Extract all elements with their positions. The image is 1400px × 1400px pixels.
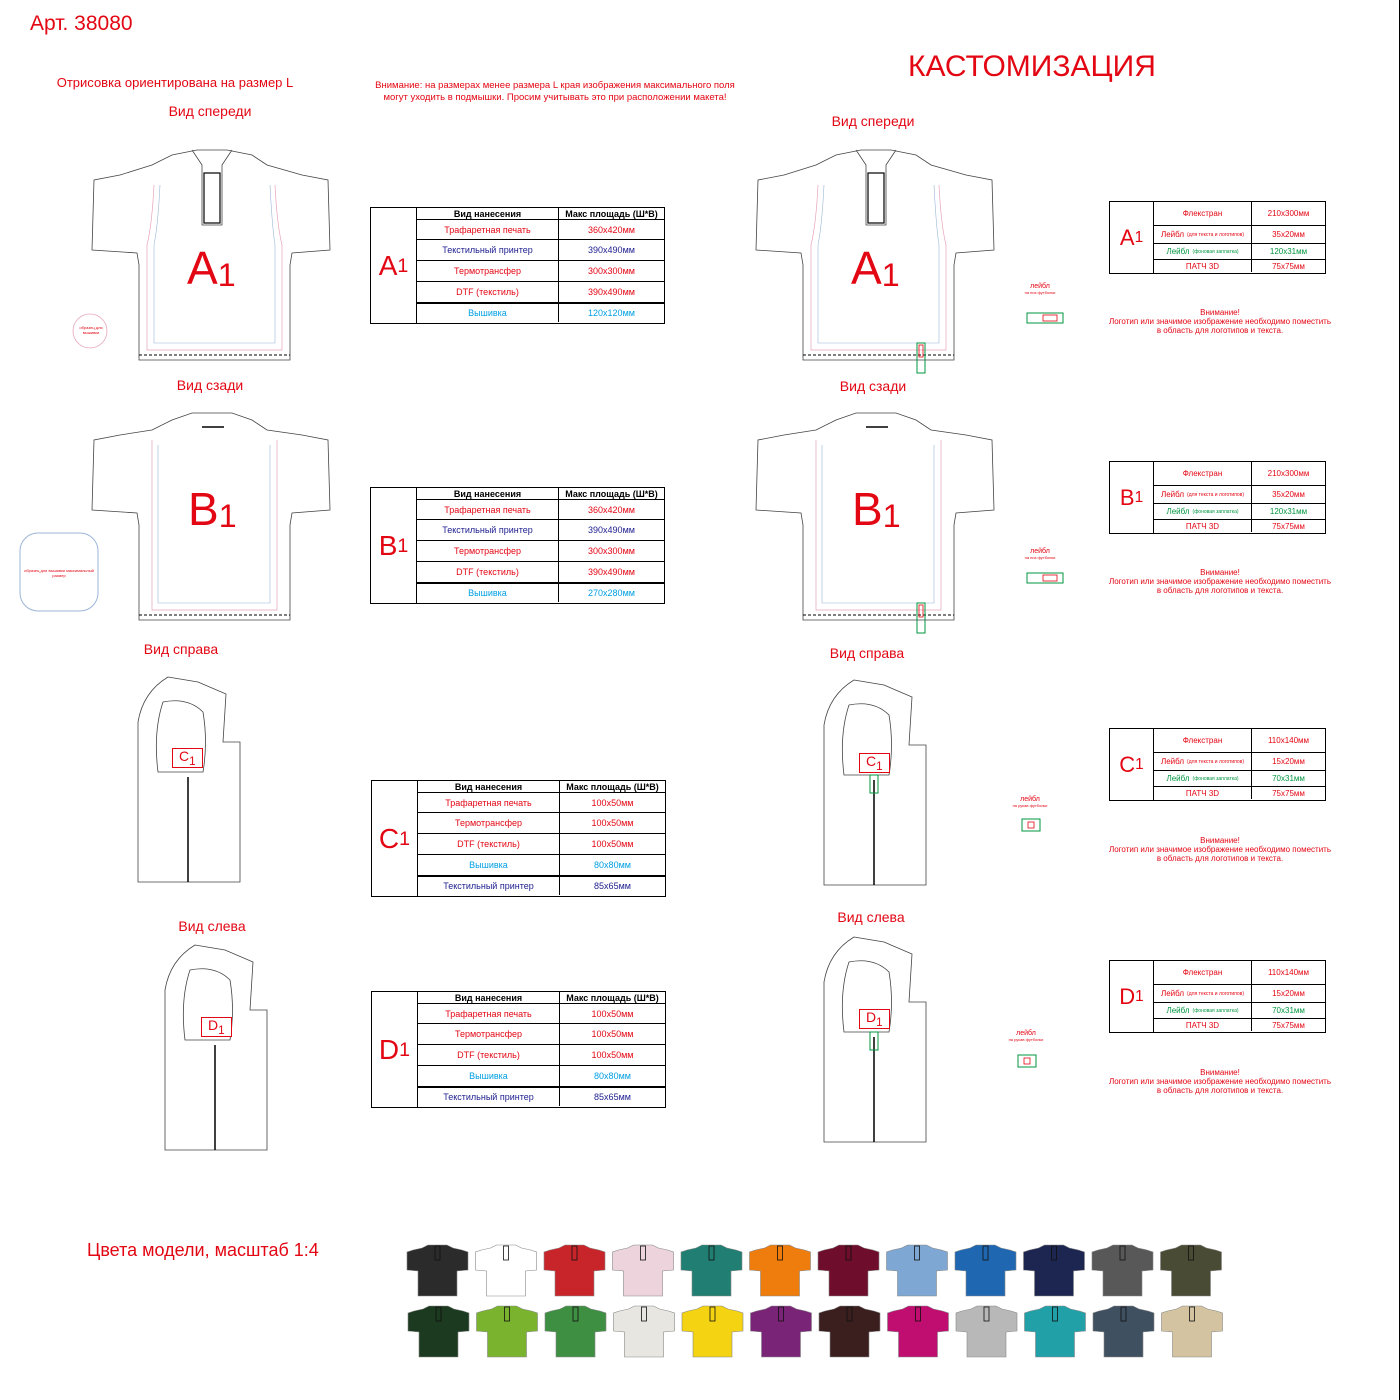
custom-method-name: Флекстран xyxy=(1182,736,1223,745)
header-area: Макс площадь (Ш*В) xyxy=(565,208,658,219)
method-area: 360x420мм xyxy=(588,224,635,235)
custom-row xyxy=(1154,202,1325,225)
custom-method-name: Лейбл xyxy=(1166,247,1190,256)
custom-method xyxy=(1154,729,1252,752)
method-name: Трафаретная печать xyxy=(418,793,560,812)
custom-area: 120x31мм xyxy=(1269,247,1308,256)
method-name: Термотрансфер xyxy=(418,1024,560,1044)
custom-area: 110x140мм xyxy=(1267,968,1310,977)
view-title-right: Вид справа xyxy=(143,641,219,657)
custom-table-zone xyxy=(1110,462,1154,533)
method-table-header xyxy=(417,208,664,219)
custom-row xyxy=(1154,243,1325,259)
label-subtitle: на низ футболки xyxy=(1024,290,1056,295)
zone-letter: D xyxy=(1119,983,1136,1009)
custom-method-name: Лейбл xyxy=(1160,230,1185,239)
method-row xyxy=(417,239,664,260)
custom-method xyxy=(1154,462,1252,485)
method-row xyxy=(418,1003,665,1023)
custom-area: 120x31мм xyxy=(1269,507,1308,516)
method-area: 85x65мм xyxy=(594,881,631,891)
label-note-c xyxy=(1000,796,1060,808)
method-area: 80x80мм xyxy=(594,1071,631,1081)
warning-line: в область для логотипов и текста. xyxy=(1156,326,1284,336)
custom-row xyxy=(1154,519,1325,532)
custom-table-zone xyxy=(1110,202,1154,273)
custom-area: 70x31мм xyxy=(1272,1006,1305,1015)
warning-line: Логотип или значимое изображение необходимо поместить xyxy=(1108,317,1331,327)
warning-line: Внимание! xyxy=(1200,568,1240,577)
method-row xyxy=(417,499,664,519)
custom-method xyxy=(1154,226,1252,243)
method-name: Вышивка xyxy=(417,584,559,602)
color-swatch[interactable] xyxy=(408,1306,469,1357)
method-row xyxy=(417,582,664,602)
custom-area: 35x20мм xyxy=(1272,230,1305,239)
color-swatch[interactable] xyxy=(750,1245,811,1296)
zone-index: 1 xyxy=(399,827,411,850)
custom-method xyxy=(1154,1019,1252,1031)
front-sample-label: образец для вышивки xyxy=(79,325,103,335)
custom-table-zone xyxy=(1110,729,1154,800)
method-name: Вышивка xyxy=(418,855,560,875)
method-name: Трафаретная печать xyxy=(417,220,559,239)
custom-area: 15x20мм xyxy=(1272,757,1305,766)
warning-line: в область для логотипов и текста. xyxy=(1156,586,1284,596)
method-area: 100x50мм xyxy=(591,1008,634,1019)
color-swatch[interactable] xyxy=(407,1245,468,1296)
custom-method xyxy=(1154,504,1252,519)
method-area: 300x300мм xyxy=(588,546,635,556)
back-sample-label: образец для вышивки максимальный размер xyxy=(24,568,94,578)
custom-area: 15x20мм xyxy=(1272,989,1305,998)
method-area: 270x280мм xyxy=(588,588,635,598)
zone-letter: A xyxy=(378,249,398,281)
custom-row xyxy=(1154,770,1325,786)
custom-method-note: (для текста и логотипов) xyxy=(1187,990,1245,997)
view-title-back: Вид сзади xyxy=(176,377,244,393)
colors-title: Цвета модели, масштаб 1:4 xyxy=(87,1240,319,1260)
custom-method-note: (фоновая заплатка) xyxy=(1192,508,1239,515)
custom-view-title-right: Вид справа xyxy=(829,645,905,661)
custom-area: 110x140мм xyxy=(1267,736,1310,745)
method-row xyxy=(418,812,665,833)
method-area: 390x490мм xyxy=(588,567,635,577)
zone-b-left xyxy=(188,483,237,535)
zone-letter: A xyxy=(851,242,882,294)
custom-method-note: (для текста и логотипов) xyxy=(1187,491,1245,498)
custom-method-name: Флекстран xyxy=(1182,209,1223,218)
custom-warning-a xyxy=(1100,308,1340,336)
method-row xyxy=(418,1044,665,1065)
method-name: DTF (текстиль) xyxy=(418,1045,560,1065)
warning-line: Внимание! xyxy=(1200,1068,1240,1077)
method-table-zone xyxy=(371,488,417,603)
warning-line: в область для логотипов и текста. xyxy=(1156,854,1284,864)
custom-area: 210x300мм xyxy=(1267,469,1310,478)
color-swatch[interactable] xyxy=(614,1306,675,1357)
method-area: 100x50мм xyxy=(591,839,634,849)
method-name: Текстильный принтер xyxy=(418,1088,560,1106)
color-swatches xyxy=(0,1235,1400,1400)
warning-line: Внимание! xyxy=(1200,836,1240,845)
custom-method-name: Флекстран xyxy=(1182,968,1223,977)
label-title: лейбл xyxy=(1016,1030,1036,1037)
zone-a-left xyxy=(187,242,236,294)
method-row xyxy=(418,792,665,812)
zone-index: 1 xyxy=(397,534,409,557)
zone-letter: C xyxy=(378,822,400,854)
method-row xyxy=(417,281,664,302)
custom-area: 70x31мм xyxy=(1272,774,1305,783)
custom-area: 35x20мм xyxy=(1272,490,1305,499)
custom-table-c xyxy=(1109,728,1326,801)
method-row xyxy=(418,854,665,875)
color-swatch[interactable] xyxy=(1093,1306,1154,1357)
method-table-zone xyxy=(372,992,418,1107)
header-area: Макс площадь (Ш*В) xyxy=(565,488,658,499)
custom-area: 75x75мм xyxy=(1272,261,1305,271)
method-name: DTF (текстиль) xyxy=(417,282,559,302)
custom-method xyxy=(1154,520,1252,532)
header-method: Вид нанесения xyxy=(417,208,559,219)
method-name: DTF (текстиль) xyxy=(417,562,559,582)
customization-title: КАСТОМИЗАЦИЯ xyxy=(908,50,1156,83)
custom-row xyxy=(1154,961,1325,984)
custom-method-name: Флекстран xyxy=(1182,469,1223,478)
zone-index: 1 xyxy=(1134,229,1144,247)
size-note: Отрисовка ориентирована на размер L xyxy=(56,75,294,90)
method-table-c xyxy=(371,780,666,897)
warning-line: в область для логотипов и текста. xyxy=(1156,1086,1284,1096)
custom-method xyxy=(1154,771,1252,786)
zone-index: 1 xyxy=(1135,756,1144,774)
zone-c-right xyxy=(859,753,890,773)
custom-row xyxy=(1154,752,1325,770)
label-subtitle: на низ футболки xyxy=(1024,555,1056,560)
zone-letter: A xyxy=(1119,224,1135,250)
custom-method xyxy=(1154,1003,1252,1018)
size-warning-line2: могут уходить в подмышки. Просим учитывать это при расположении макета! xyxy=(383,91,727,103)
method-row xyxy=(417,260,664,281)
custom-method-note: (фоновая заплатка) xyxy=(1192,1007,1239,1014)
zone-a-right xyxy=(851,242,900,294)
method-row xyxy=(418,875,665,895)
zone-index: 1 xyxy=(218,1023,225,1037)
method-row xyxy=(417,519,664,540)
custom-row xyxy=(1154,984,1325,1002)
zone-b-right xyxy=(852,483,901,535)
method-area: 100x50мм xyxy=(591,818,634,828)
label-subtitle: на рукав футболки xyxy=(1008,1037,1044,1042)
color-swatch[interactable] xyxy=(1162,1306,1223,1357)
custom-view-title-front: Вид спереди xyxy=(831,113,915,129)
custom-row xyxy=(1154,462,1325,485)
custom-method-note: (фоновая заплатка) xyxy=(1192,248,1239,255)
method-area: 100x50мм xyxy=(591,797,634,808)
header-method: Вид нанесения xyxy=(418,992,560,1003)
view-title-left: Вид слева xyxy=(178,918,246,934)
method-area: 85x65мм xyxy=(594,1092,631,1102)
zone-index: 1 xyxy=(876,759,883,773)
custom-method xyxy=(1154,961,1252,984)
method-area: 360x420мм xyxy=(588,504,635,515)
method-name: Трафаретная печать xyxy=(417,500,559,519)
zone-letter: C xyxy=(1119,751,1136,777)
zone-index: 1 xyxy=(881,256,900,293)
method-name: Текстильный принтер xyxy=(418,877,560,895)
custom-method-name: Лейбл xyxy=(1160,989,1185,998)
zone-index: 1 xyxy=(218,497,237,534)
zone-index: 1 xyxy=(1135,988,1144,1006)
method-table-zone xyxy=(371,208,417,323)
color-swatch[interactable] xyxy=(751,1306,812,1357)
article-number: Арт. 38080 xyxy=(30,12,133,35)
color-swatch[interactable] xyxy=(681,1245,742,1296)
zone-letter: D xyxy=(378,1033,400,1065)
custom-method-note: (для текста и логотипов) xyxy=(1187,231,1245,238)
method-name: Трафаретная печать xyxy=(418,1004,560,1023)
custom-view-title-back: Вид сзади xyxy=(839,378,907,394)
method-name: Вышивка xyxy=(417,304,559,322)
method-table-zone xyxy=(372,781,418,896)
method-area: 120x120мм xyxy=(588,308,635,318)
color-swatch[interactable] xyxy=(819,1306,880,1357)
method-table-header xyxy=(417,488,664,499)
method-table-a xyxy=(370,207,665,324)
custom-method xyxy=(1154,985,1252,1002)
zone-letter: B xyxy=(188,483,219,535)
method-name: Текстильный принтер xyxy=(417,240,559,260)
color-swatch[interactable] xyxy=(1025,1306,1086,1357)
method-table-header xyxy=(418,992,665,1003)
custom-method-name: Лейбл xyxy=(1166,507,1190,516)
zone-d-left xyxy=(201,1017,232,1037)
custom-row xyxy=(1154,786,1325,799)
custom-table-zone xyxy=(1110,961,1154,1032)
color-swatch[interactable] xyxy=(888,1306,949,1357)
warning-line: Логотип или значимое изображение необходимо поместить xyxy=(1108,577,1331,587)
custom-method-name: ПАТЧ 3D xyxy=(1185,521,1220,531)
color-swatch[interactable] xyxy=(956,1306,1017,1357)
custom-area: 75x75мм xyxy=(1272,788,1305,798)
method-name: Вышивка xyxy=(418,1066,560,1086)
method-area: 300x300мм xyxy=(588,266,635,276)
custom-method xyxy=(1154,753,1252,770)
label-title: лейбл xyxy=(1030,548,1050,555)
custom-area: 75x75мм xyxy=(1272,1020,1305,1030)
method-name: Текстильный принтер xyxy=(417,520,559,540)
method-name: Термотрансфер xyxy=(418,813,560,833)
custom-method-name: Лейбл xyxy=(1160,757,1185,766)
header-method: Вид нанесения xyxy=(418,781,560,792)
zone-d-right xyxy=(859,1009,890,1029)
color-swatch[interactable] xyxy=(955,1245,1016,1296)
zone-letter: A xyxy=(187,242,218,294)
label-note-a xyxy=(1010,283,1070,295)
header-method: Вид нанесения xyxy=(417,488,559,499)
zone-letter: C xyxy=(866,753,877,769)
method-row xyxy=(417,561,664,582)
method-area: 390x490мм xyxy=(588,525,635,535)
method-area: 390x490мм xyxy=(588,245,635,255)
color-swatch[interactable] xyxy=(476,1245,537,1296)
color-swatch[interactable] xyxy=(1024,1245,1085,1296)
custom-warning-d xyxy=(1100,1068,1340,1096)
zone-index: 1 xyxy=(882,497,901,534)
custom-method xyxy=(1154,202,1252,225)
method-row xyxy=(417,302,664,322)
warning-line: Внимание! xyxy=(1200,308,1240,317)
custom-warning-b xyxy=(1100,568,1340,596)
color-swatch[interactable] xyxy=(682,1306,743,1357)
custom-method-name: Лейбл xyxy=(1160,490,1185,499)
zone-index: 1 xyxy=(397,254,409,277)
method-table-header xyxy=(418,781,665,792)
custom-method xyxy=(1154,244,1252,259)
custom-method-note: (для текста и логотипов) xyxy=(1187,758,1245,765)
warning-line: Логотип или значимое изображение необходимо поместить xyxy=(1108,845,1331,855)
custom-table-a xyxy=(1109,201,1326,274)
color-swatch[interactable] xyxy=(1161,1245,1222,1296)
method-area: 100x50мм xyxy=(591,1029,634,1039)
method-name: DTF (текстиль) xyxy=(418,834,560,854)
method-row xyxy=(418,1065,665,1086)
custom-row xyxy=(1154,729,1325,752)
zone-index: 1 xyxy=(1134,489,1144,507)
size-warning-line1: Внимание: на размерах менее размера L края изображения максимального поля xyxy=(375,80,735,91)
header-area: Макс площадь (Ш*В) xyxy=(566,781,659,792)
custom-view-title-left: Вид слева xyxy=(837,909,905,925)
zone-letter: D xyxy=(866,1009,877,1025)
color-swatch[interactable] xyxy=(613,1245,674,1296)
method-row xyxy=(418,833,665,854)
method-area: 390x490мм xyxy=(588,287,635,297)
custom-area: 75x75мм xyxy=(1272,521,1305,531)
custom-method xyxy=(1154,486,1252,503)
custom-method-name: ПАТЧ 3D xyxy=(1185,261,1220,271)
custom-row xyxy=(1154,503,1325,519)
zone-c-left xyxy=(172,748,203,768)
zone-letter: B xyxy=(1119,484,1135,510)
custom-method-name: ПАТЧ 3D xyxy=(1185,788,1220,798)
custom-table-d xyxy=(1109,960,1326,1033)
label-subtitle: на рукав футболки xyxy=(1012,803,1048,808)
custom-row xyxy=(1154,485,1325,503)
color-swatch[interactable] xyxy=(818,1245,879,1296)
zone-letter: C xyxy=(179,748,190,764)
color-swatch[interactable] xyxy=(887,1245,948,1296)
custom-table-b xyxy=(1109,461,1326,534)
color-swatch[interactable] xyxy=(545,1306,606,1357)
method-row xyxy=(418,1086,665,1106)
zone-letter: D xyxy=(208,1017,219,1033)
zone-index: 1 xyxy=(399,1038,411,1061)
method-table-d xyxy=(371,991,666,1108)
custom-method-name: ПАТЧ 3D xyxy=(1185,1020,1220,1030)
custom-method xyxy=(1154,787,1252,799)
method-name: Термотрансфер xyxy=(417,261,559,281)
custom-area: 210x300мм xyxy=(1267,209,1310,218)
color-swatch[interactable] xyxy=(1092,1245,1153,1296)
header-area: Макс площадь (Ш*В) xyxy=(566,992,659,1003)
custom-method xyxy=(1154,260,1252,272)
view-title-front: Вид спереди xyxy=(168,103,252,119)
custom-method-name: Лейбл xyxy=(1166,774,1190,783)
method-row xyxy=(417,219,664,239)
label-note-d xyxy=(996,1030,1056,1042)
custom-row xyxy=(1154,225,1325,243)
custom-row xyxy=(1154,259,1325,272)
label-title: лейбл xyxy=(1030,283,1050,290)
custom-method-note: (фоновая заплатка) xyxy=(1192,775,1239,782)
method-row xyxy=(418,1023,665,1044)
zone-letter: B xyxy=(378,529,398,561)
label-note-b xyxy=(1010,548,1070,560)
custom-row xyxy=(1154,1018,1325,1031)
zone-letter: B xyxy=(852,483,883,535)
color-swatch[interactable] xyxy=(477,1306,538,1357)
method-area: 80x80мм xyxy=(594,860,631,870)
zone-index: 1 xyxy=(189,754,196,768)
warning-line: Логотип или значимое изображение необходимо поместить xyxy=(1108,1077,1331,1087)
custom-warning-c xyxy=(1100,836,1340,864)
color-swatch[interactable] xyxy=(544,1245,605,1296)
label-title: лейбл xyxy=(1020,796,1040,803)
zone-index: 1 xyxy=(876,1015,883,1029)
method-area: 100x50мм xyxy=(591,1050,634,1060)
method-row xyxy=(417,540,664,561)
method-table-b xyxy=(370,487,665,604)
custom-row xyxy=(1154,1002,1325,1018)
zone-index: 1 xyxy=(217,256,236,293)
method-name: Термотрансфер xyxy=(417,541,559,561)
custom-method-name: Лейбл xyxy=(1166,1006,1190,1015)
